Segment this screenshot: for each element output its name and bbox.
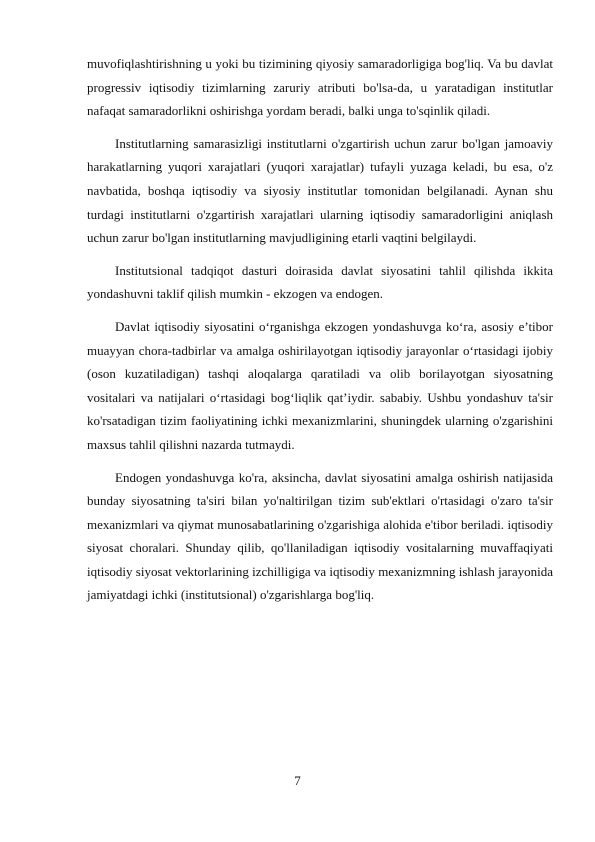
page-number: 7: [294, 773, 301, 788]
body-text: [87, 52, 553, 616]
paragraph-3: Institutsional tadqiqot dasturi doirasida davlat siyosatini tahlil qilishda ikkita yondashuvni taklif qilish mumkin - ekzogen va endogen.: [87, 262, 553, 302]
paragraph-2: Institutlarning samarasizligi institutlarni o'zgartirish uchun zarur bo'lgan jamoaviy harakatlarning yuqori xarajatlari (yuqori xarajatlar) tufayli yuzaga keladi, bu esa, o'z navbatida, boshqa iqtisodiy va siyosiy institutlar tomonidan belgilanadi. Aynan shu turdagi institutlarni o'zgartirish xarajatlari ularning iqtisodiy samaradorligini aniqlash uchun zarur bo'lgan institutlarning mavjudligining etarli vaqtini belgilaydi.: [87, 135, 553, 246]
paragraph-5: Endogen yondashuvga ko'ra, aksincha, davlat siyosatini amalga oshirish natijasida bunday siyosatning ta'siri bilan yo'naltirilgan tizim sub'ektlari o'rtasidagi o'zaro ta'sir mexanizmlari va qiymat munosabatlarining o'zgarishiga alohida e'tibor beriladi. iqtisodiy siyosat choralari. Shunday qilib, qo'llaniladigan iqtisodiy vositalarning muvaffaqiyati iqtisodiy siyosat vektorlarining izchilligiga va iqtisodiy mexanizmning ishlash jarayonida jamiyatdagi ichki (institutsional) o'zgarishlarga bog'liq.: [87, 469, 553, 603]
paragraph-4: Davlat iqtisodiy siyosatini o‘rganishga ekzogen yondashuvga ko‘ra, asosiy e’tibor muayyan chora-tadbirlar va amalga oshirilayotgan iqtisodiy jarayonlar o‘rtasidagi ijobiy (oson kuzatiladigan) tashqi aloqalarga qaratiladi va olib borilayotgan siyosatning vositalari va natijalari o‘rtasidagi bog‘liqlik qat’iydir. sababiy. Ushbu yondashuv ta'sir ko'rsatadigan tizim faoliyatining ichki mexanizmlarini, shuningdek ularning o'zgarishini maxsus tahlil qilishni nazarda tutmaydi.: [87, 318, 553, 452]
paragraph-1: muvofiqlashtirishning u yoki bu tizimining qiyosiy samaradorligiga bog'liq. Va bu davlat progressiv iqtisodiy tizimlarning zaruriy atributi bo'lsa-da, u yaratadigan institutlar nafaqat samaradorlikni oshirishga yordam beradi, balki unga to'sqinlik qiladi.: [87, 56, 553, 119]
